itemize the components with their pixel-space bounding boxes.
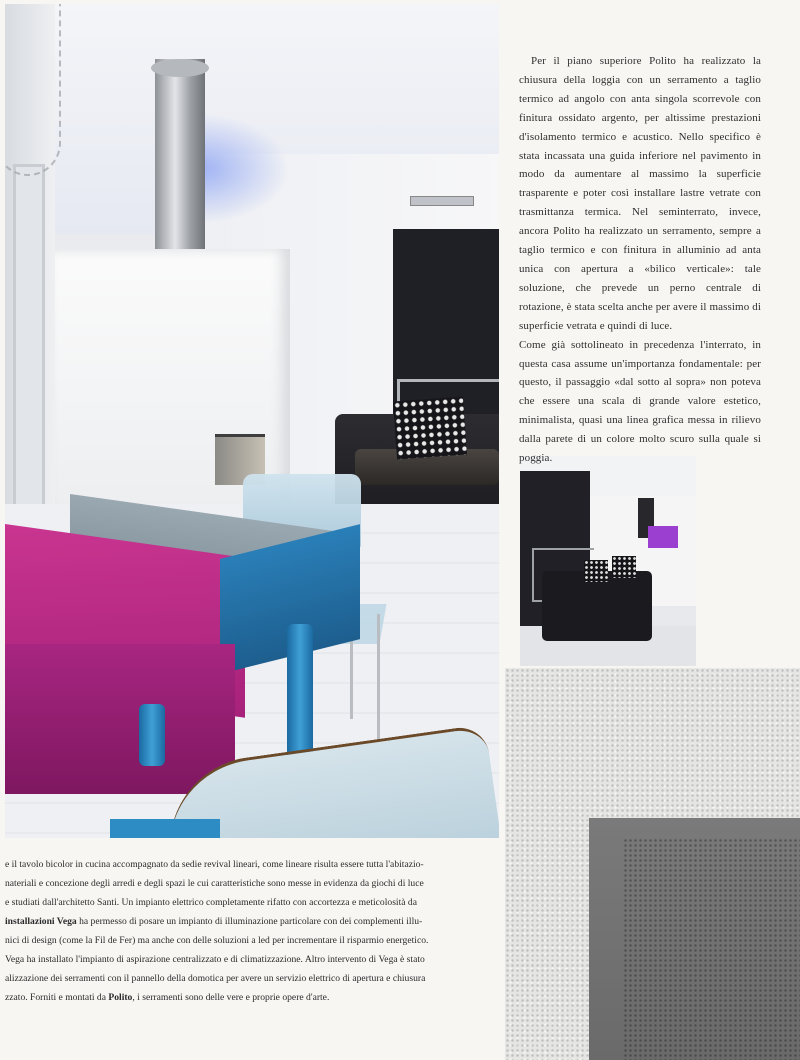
caption-text: ha permesso di posare un impianto di illuminazione particolare con dei complementi illu- (76, 916, 423, 927)
chimney-flue (155, 59, 205, 259)
chair-leg (377, 614, 380, 754)
cushion (612, 556, 636, 578)
ceiling-spotlight (410, 196, 474, 206)
patterned-cushion (393, 397, 467, 460)
cushion (584, 560, 608, 582)
chimney-cap (151, 59, 209, 77)
caption-text: , i serramenti sono delle vere e proprie opere d'arte. (132, 992, 330, 1003)
wire-chandelier (5, 4, 61, 176)
table-apron-pink (5, 644, 235, 794)
article-paragraph: Per il piano superiore Polito ha realizzato la chiusura della loggia con un serramento a taglio termico ad angolo con anta singola scorrevole con finitura ossidato argento, per altissime prestazioni d'isolamento termico e acustico. Nello specifico è stata incassata una guida inferiore nel pavimento in modo da aumentare al massimo la superficie trasparente e poter così installare lastre vetrate con trasmittanza termica. Nel seminterrato, invece, ancora Polito ha realizzato un serramento, sempre a taglio termico e con finitura in alluminio ad anta unica con apertura a «bilico verticale»: tale soluzione, che prevede un perno centrale di rotazione, è stata scelta anche per avere il massimo di superficie vetrata e quindi di luce. (519, 55, 761, 332)
company-name-polito: Polito (108, 992, 133, 1003)
plaster-wall-detail-photo (505, 668, 800, 1060)
article-paragraph: Come già sottolineato in precedenza l'interrato, in questa casa assume un'importanza fondamentale: per questo, il passaggio «dal sotto al sopra» non poteva che essere una scala di grande valore estetico, minimalista, quasi una linea grafica messa in rilievo dalla parete di un colore molto scuro sulla quale si poggia. (519, 338, 761, 465)
window-frame (13, 164, 45, 520)
purple-shelf (648, 526, 678, 548)
caption-line: Vega ha installato l'impianto di aspirazione centralizzato e di climatizzazione. Altro intervento di Vega è stato (5, 954, 425, 965)
caption-line: nateriali e concezione degli arredi e degli spazi le cui caratteristiche sono messe in evidenza da giochi di luce (5, 878, 424, 889)
caption-text: zzato. Forniti e montati da (5, 992, 109, 1003)
caption-line (5, 912, 499, 931)
caption-line: alizzazione dei serramenti con il pannello della domotica per avere un servizio elettrico di apertura e chiusura (5, 973, 426, 984)
chair-front-seat (110, 819, 220, 838)
article-body (519, 52, 761, 468)
blue-light-glow (200, 114, 290, 224)
caption-line (5, 988, 499, 1007)
photo-caption (5, 855, 499, 1007)
stair-sofa-photo (520, 456, 696, 666)
table-leg (139, 704, 165, 766)
living-room-photo (5, 4, 499, 838)
caption-line: nici di design (come la Fil de Fer) ma anche con delle soluzioni a led per incrementare il risparmio energetico. (5, 935, 429, 946)
caption-line: e studiati dall'architetto Santi. Un impianto elettrico completamente rifatto con accortezza e meticolosità da (5, 897, 417, 908)
window-recess (623, 838, 800, 1060)
company-name-vega: installazioni Vega (5, 916, 77, 927)
caption-line: e il tavolo bicolor in cucina accompagnato da sedie revival lineari, come lineare risulta essere tutta l'abitazio- (5, 859, 424, 870)
